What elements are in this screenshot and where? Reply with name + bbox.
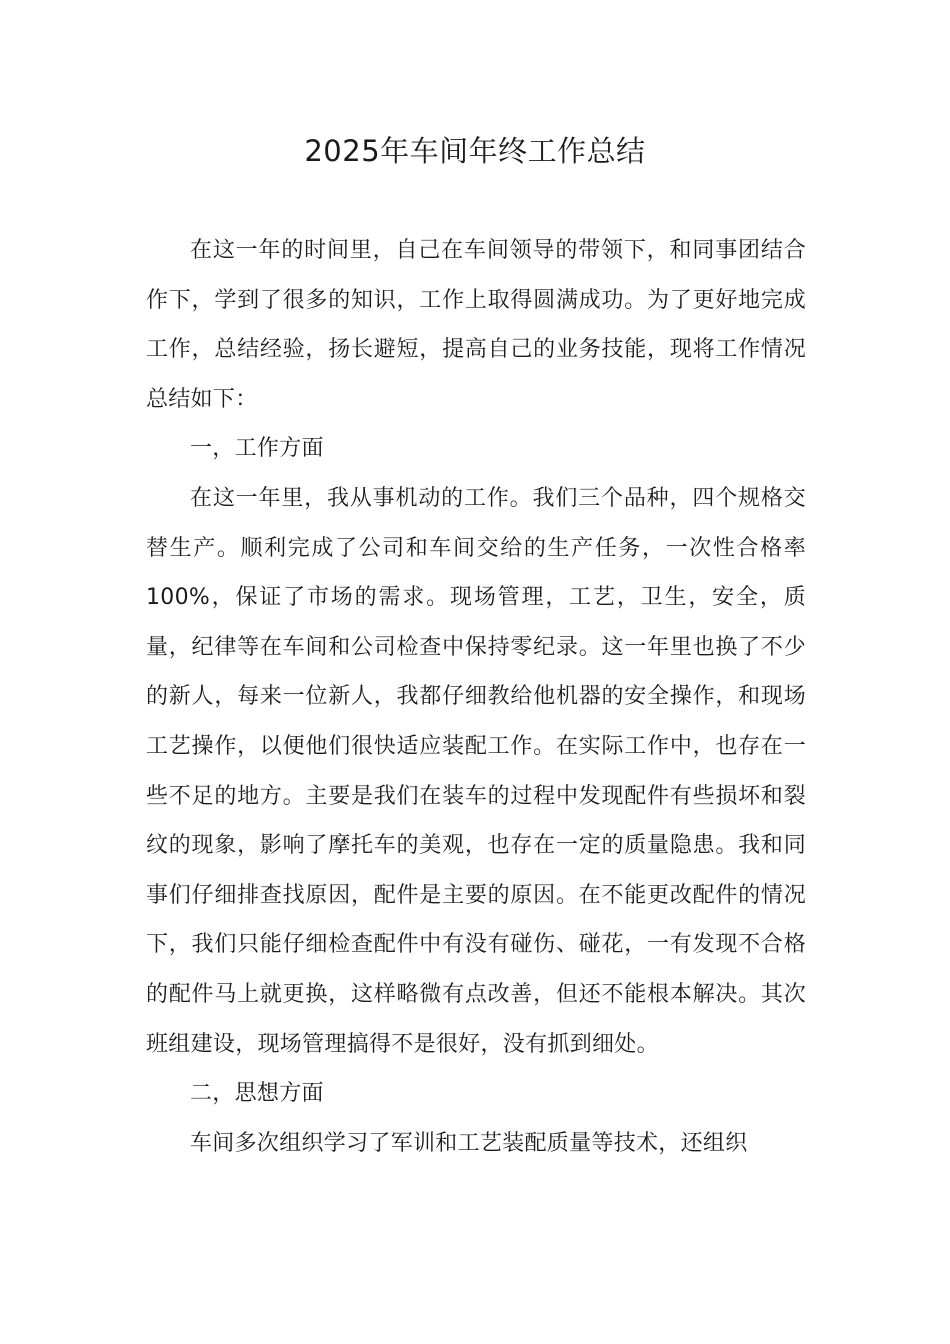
document-body (146, 226, 806, 1168)
document-title: 2025年车间年终工作总结 (304, 134, 646, 168)
intro-paragraph: 在这一年的时间里，自己在车间领导的带领下，和同事团结合作下，学到了很多的知识，工作上取得圆满成功。为了更好地完成工作，总结经验，扬长避短，提高自己的业务技能，现将工作情况总结如下： (146, 238, 806, 412)
work-paragraph: 在这一年里，我从事机动的工作。我们三个品种，四个规格交替生产。顺利完成了公司和车间交给的生产任务，一次性合格率100%，保证了市场的需求。现场管理，工艺，卫生，安全，质量，纪律等在车间和公司检查中保持零纪录。这一年里也换了不少的新人，每来一位新人，我都仔细教给他机器的安全操作，和现场工艺操作，以便他们很快适应装配工作。在实际工作中，也存在一些不足的地方。主要是我们在装车的过程中发现配件有些损坏和裂纹的现象，影响了摩托车的美观，也存在一定的质量隐患。我和同事们仔细排查找原因，配件是主要的原因。在不能更改配件的情况下，我们只能仔细检查配件中有没有碰伤、碰花，一有发现不合格的配件马上就更换，这样略微有点改善，但还不能根本解决。其次班组建设，现场管理搞得不是很好，没有抓到细处。 (146, 485, 806, 1057)
thought-paragraph: 车间多次组织学习了军训和工艺装配质量等技术，还组织 (190, 1130, 748, 1156)
section-heading-work: 一，工作方面 (190, 436, 324, 462)
section-heading-thought: 二，思想方面 (190, 1081, 324, 1107)
